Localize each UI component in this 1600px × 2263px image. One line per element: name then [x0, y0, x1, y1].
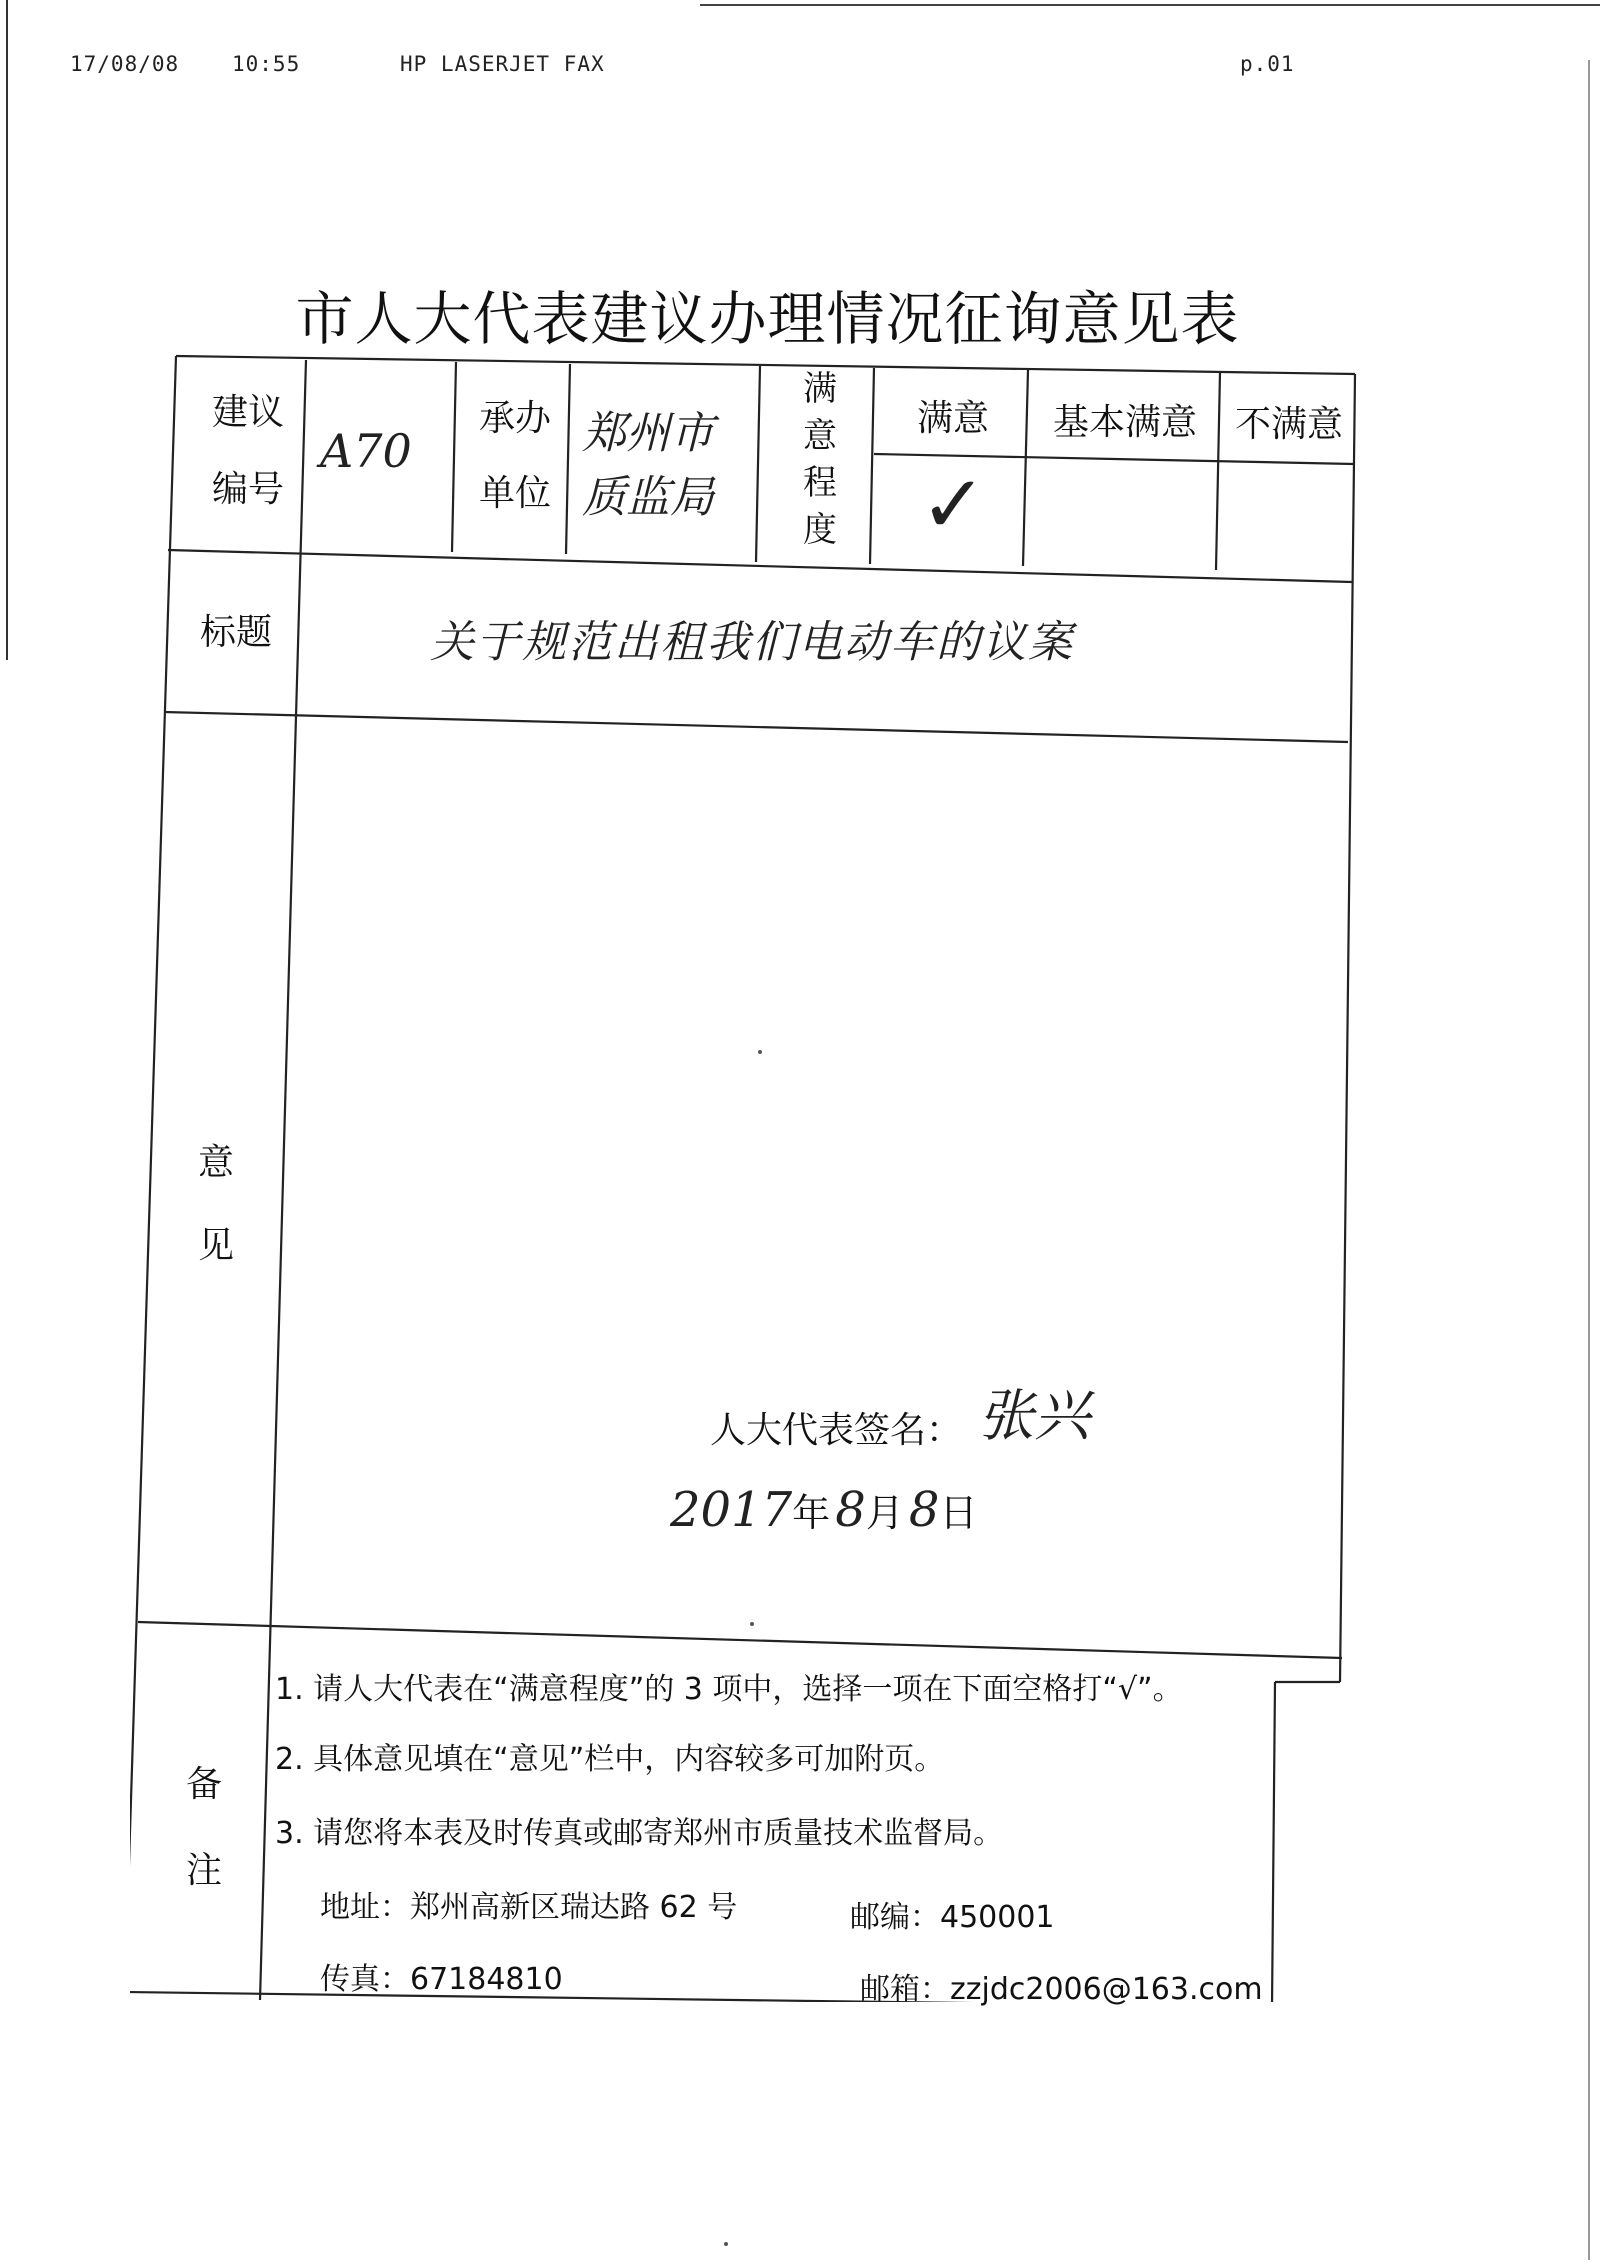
remarks-label	[144, 1742, 264, 1915]
option-dissatisfied[interactable]: 不满意	[1234, 404, 1343, 445]
contact-address: 地址：郑州高新区瑞达路 62 号	[320, 1890, 738, 1925]
fax-header	[70, 52, 1320, 82]
remarks-label-char1: 备	[185, 1764, 222, 1805]
satisfaction-label-char4: 度	[803, 509, 837, 550]
contact-fax: 传真：67184810	[320, 1962, 563, 1997]
handling-unit-value	[582, 402, 714, 530]
opinion-label	[156, 1122, 276, 1288]
subject-label: 标题	[199, 612, 272, 653]
fax-time: 10:55	[232, 52, 301, 76]
remark-item-3: 3. 请您将本表及时传真或邮寄郑州市质量技术监督局。	[275, 1816, 1004, 1851]
satisfaction-label-char3: 程	[803, 462, 837, 503]
proposal-number-label-line2: 编号	[211, 469, 284, 510]
opinion-label-char2: 见	[197, 1224, 234, 1266]
date-month: 8	[835, 1482, 866, 1538]
proposal-number-label	[188, 390, 308, 512]
opinion-form	[130, 352, 1360, 2007]
remarks-label-char2: 注	[185, 1850, 222, 1892]
handling-unit-label	[460, 396, 570, 516]
remark-item-1: 1. 请人大代表在“满意程度”的 3 项中，选择一项在下面空格打“√”。	[275, 1672, 1183, 1707]
scan-speck	[758, 1050, 762, 1054]
scan-speck	[750, 1622, 754, 1626]
proposal-number-value: A70	[320, 424, 412, 478]
fax-device: HP LASERJET FAX	[400, 52, 605, 76]
satisfaction-label	[770, 366, 870, 554]
date-year: 2017	[670, 1482, 793, 1538]
satisfaction-label-char2: 意	[803, 415, 837, 456]
date-day-unit: 日	[939, 1491, 978, 1535]
scan-speck	[724, 2242, 728, 2246]
scan-edge-right	[1588, 60, 1590, 2260]
handling-unit-value-line2: 质监局	[582, 471, 714, 523]
fax-date: 17/08/08	[70, 52, 180, 76]
handling-unit-value-line1: 郑州市	[582, 408, 714, 459]
proposal-number-label-line1: 建议	[211, 392, 284, 433]
option-satisfied[interactable]: 满意	[916, 398, 989, 439]
contact-email: 邮箱：zzjdc2006@163.com	[860, 1972, 1263, 2007]
fax-page-number: p.01	[1240, 52, 1295, 76]
signature-value: 张兴	[978, 1384, 1090, 1449]
document-title: 市人大代表建议办理情况征询意见表	[295, 285, 1240, 353]
date-year-unit: 年	[792, 1491, 831, 1535]
subject-value: 关于规范出租我们电动车的议案	[430, 617, 1074, 668]
date-month-unit: 月	[865, 1491, 904, 1535]
handling-unit-label-line1: 承办	[478, 398, 551, 439]
scan-edge-top	[700, 4, 1600, 6]
contact-postcode: 邮编：450001	[850, 1900, 1055, 1935]
signature-label: 人大代表签名：	[710, 1410, 963, 1451]
handling-unit-label-line2: 单位	[478, 473, 551, 514]
checkmark-icon: ✓	[920, 458, 988, 551]
option-basically-satisfied[interactable]: 基本满意	[1052, 402, 1197, 443]
opinion-label-char1: 意	[197, 1142, 234, 1183]
signature-date	[670, 1482, 977, 1538]
date-day: 8	[908, 1482, 940, 1538]
satisfaction-label-char1: 满	[803, 369, 837, 409]
remark-item-2: 2. 具体意见填在“意见”栏中，内容较多可加附页。	[275, 1742, 945, 1777]
